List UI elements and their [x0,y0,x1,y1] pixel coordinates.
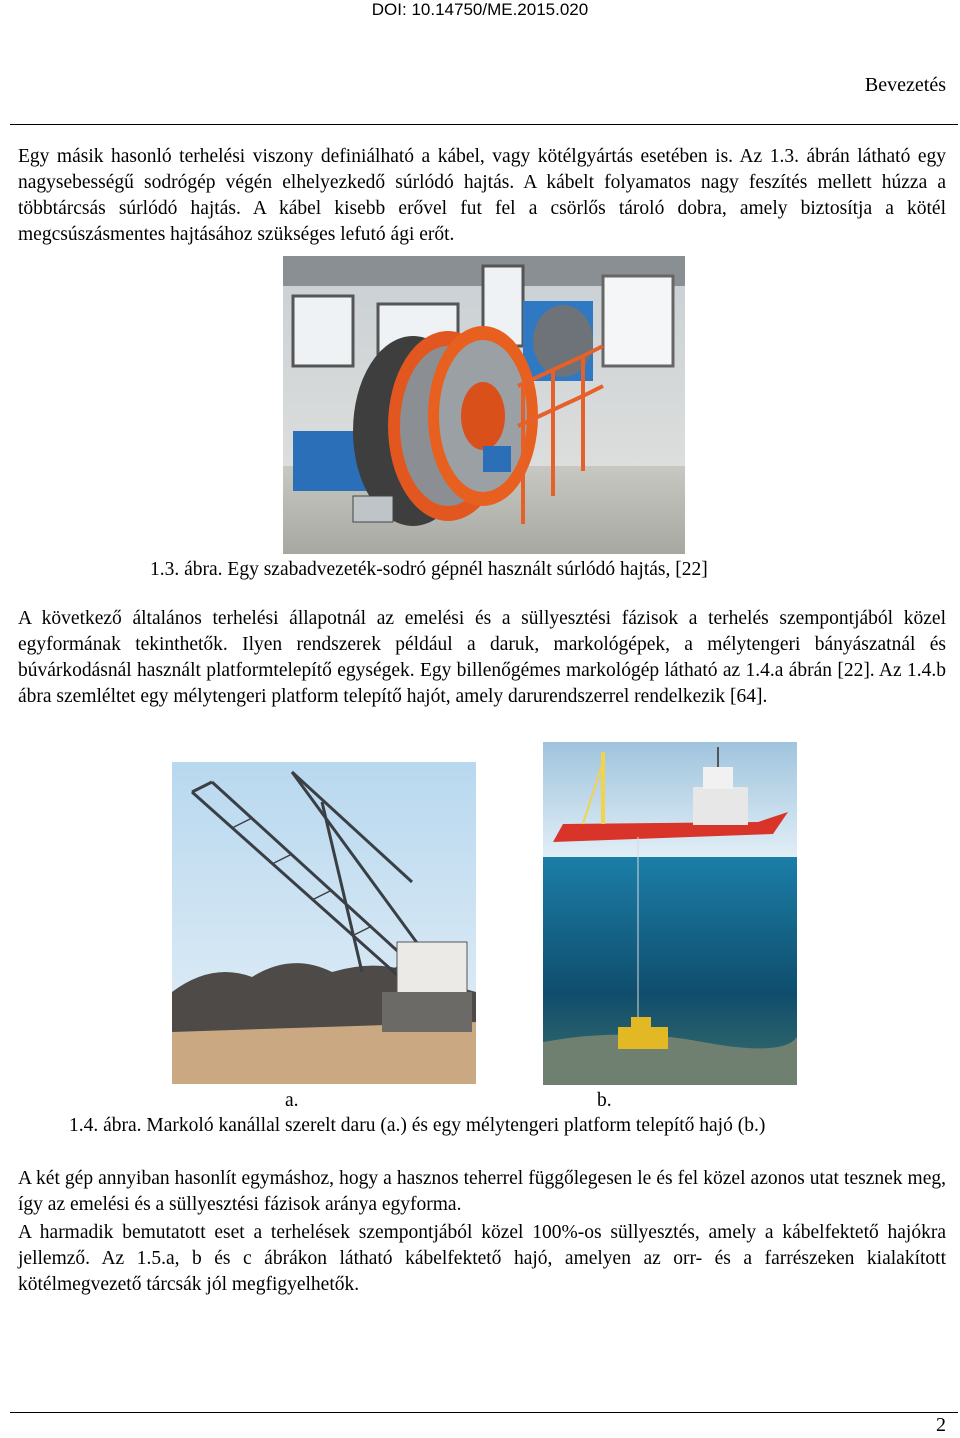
dragline-photo [172,762,476,1084]
footer-rule [10,1412,958,1413]
header-rule [10,124,958,125]
paragraph-4: A harmadik bemutatott eset a terhelések szempontjából közel 100%-os süllyesztés, amely a kábelfektető hajókra jellemző. Az 1.5.a, b és c ábrákon látható kábelfektető hajó, amelyen az orr- és a farrészeken kialakított kötélmegvezető tárcsák jól megfigyelhetők. [18,1222,946,1295]
friction-drive-illustration [283,256,685,554]
dragline-illustration [172,762,476,1084]
paragraph-1: Egy másik hasonló terhelési viszony definiálható a kábel, vagy kötélgyártás esetében is. Az 1.3. ábrán látható egy nagysebességű sodrógép végén elhelyezkedő súrlódó hajtás. A kábelt folyamatos nagy feszítés mellett húzza a többtárcsás súrlódó hajtás. A kábel kisebb erővel fut fel a csörlős tároló dobra, amely biztosítja a kötél megcsúszásmentes hajtásához szükséges lefutó ági erőt. [18,146,946,245]
vessel-illustration [543,742,797,1085]
friction-drive-photo [283,256,685,554]
figure-1-4-label-b: b. [597,1090,612,1111]
paragraph-2: A következő általános terhelési állapotnál az emelési és a süllyesztési fázisok a terhelés szempontjából közel egyformának tekinthetők. Ilyen rendszerek például a daruk, markológépek, a mélytengeri bányászatnál és búvárkodásnál használt platformtelepítő egységek. Egy billenőgémes markológép látható az 1.4.a ábrán [22]. Az 1.4.b ábra szemléltet egy mélytengeri platform telepítő hajót, amely darurendszerrel rendelkezik [64]. [18,608,946,707]
figure-1-3-caption: 1.3. ábra. Egy szabadvezeték-sodró gépnél használt súrlódó hajtás, [22] [150,559,708,580]
doi-header: DOI: 10.14750/ME.2015.020 [371,0,589,19]
paragraph-3: A két gép annyiban hasonlít egymáshoz, hogy a hasznos teherrel függőlegesen le és fel közel azonos utat tesznek meg, így az emelési és a süllyesztési fázisok aránya egyforma. [18,1168,946,1215]
installation-vessel-photo [543,742,797,1085]
figure-1-4-caption: 1.4. ábra. Markoló kanállal szerelt daru (a.) és egy mélytengeri platform telepítő hajó (b.) [69,1115,766,1136]
chapter-title: Bevezetés [864,74,946,96]
page-number: 2 [936,1414,946,1436]
figure-1-4-label-a: a. [285,1090,299,1111]
